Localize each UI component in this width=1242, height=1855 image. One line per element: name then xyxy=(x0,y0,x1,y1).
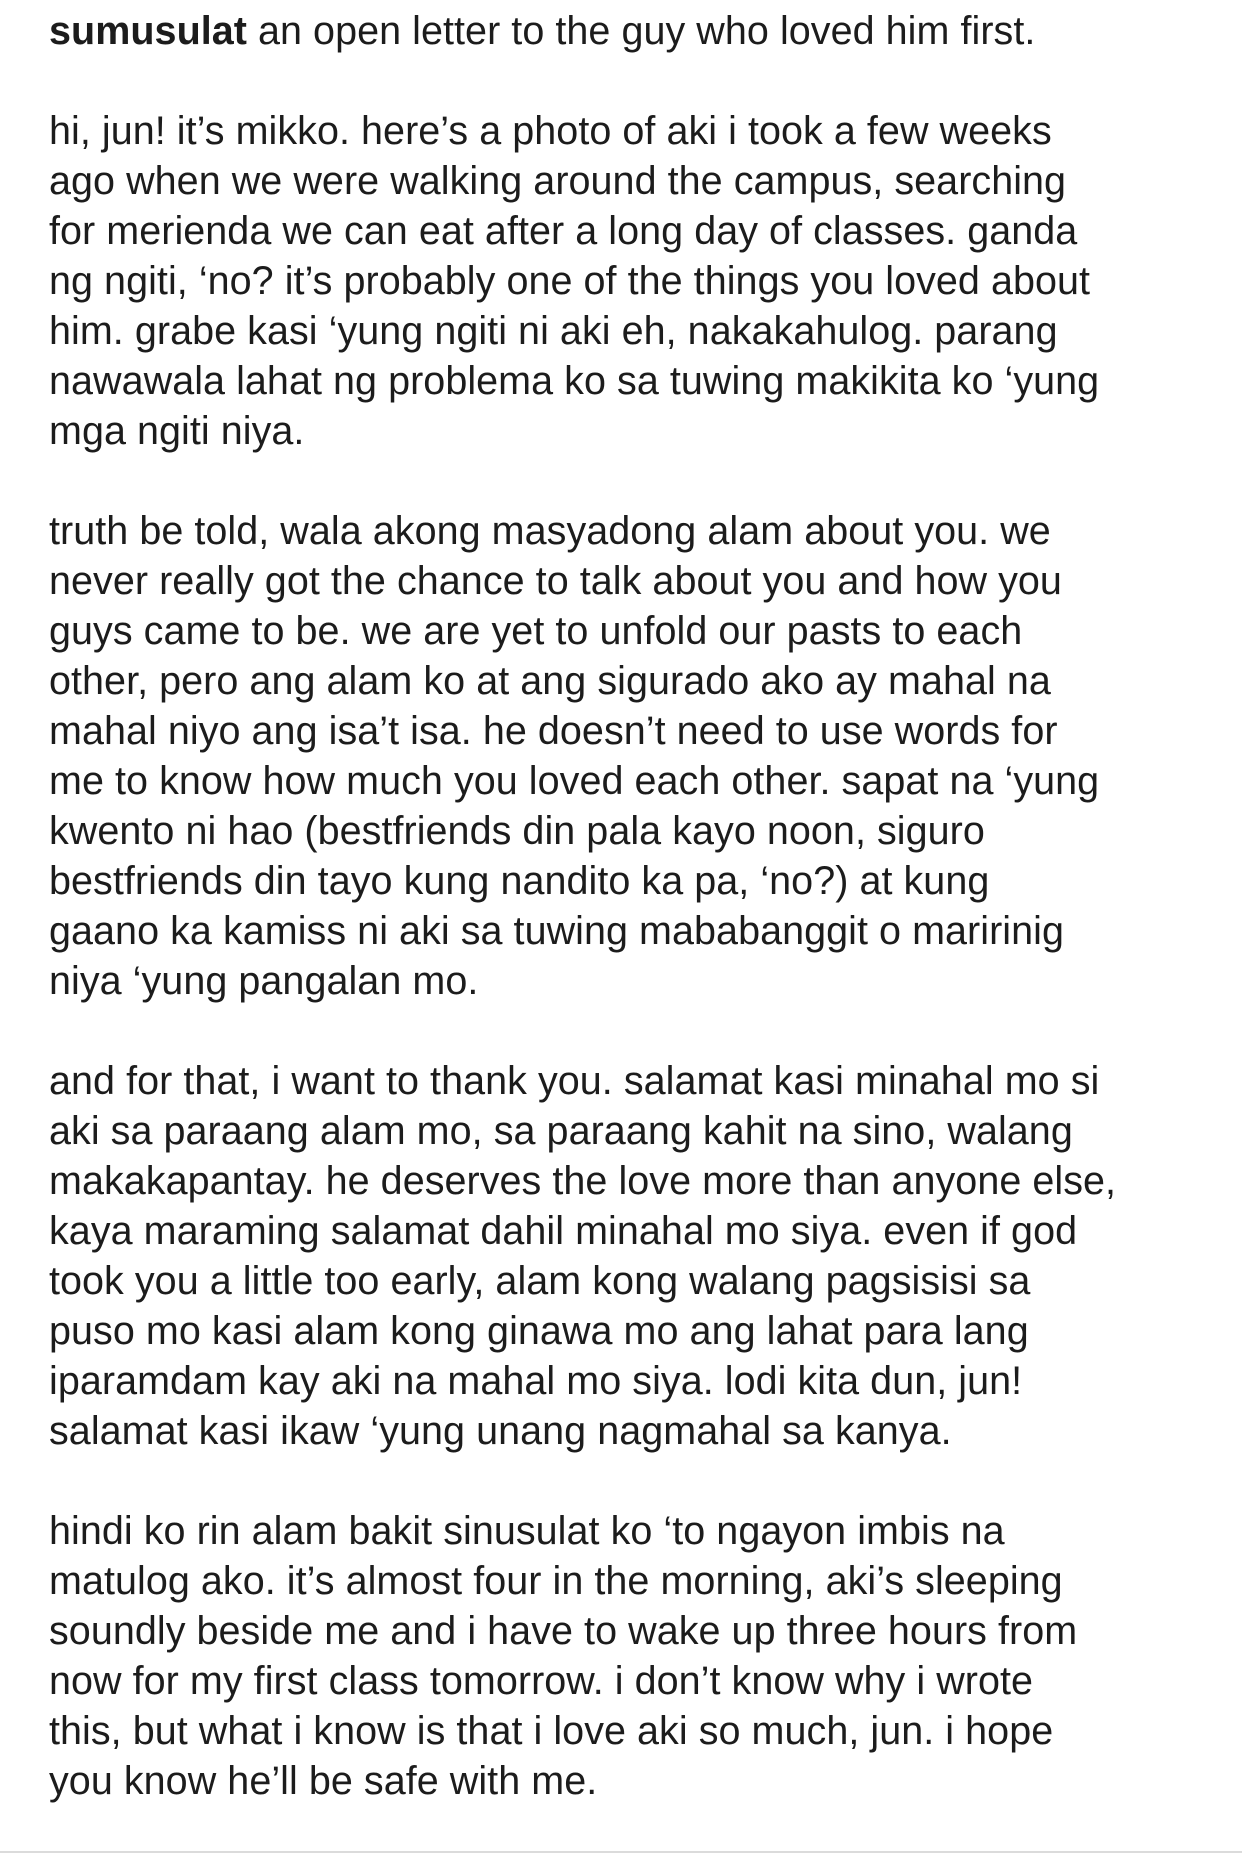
caption-line: hi, jun! it’s mikko. here’s a photo of aki i took a few weeks xyxy=(49,109,1052,153)
caption-line: guys came to be. we are yet to unfold our pasts to each xyxy=(49,609,1023,653)
caption-line: truth be told, wala akong masyadong alam about you. we xyxy=(49,509,1051,553)
caption-line: mahal niyo ang isa’t isa. he doesn’t need to use words for xyxy=(49,709,1058,753)
caption-line: never really got the chance to talk about you and how you xyxy=(49,559,1062,603)
caption-line: other, pero ang alam ko at ang sigurado ako ay mahal na xyxy=(49,659,1051,703)
caption-line: hindi ko rin alam bakit sinusulat ko ‘to ngayon imbis na xyxy=(49,1509,1005,1553)
caption-line: now for my first class tomorrow. i don’t know why i wrote xyxy=(49,1659,1034,1703)
caption-line: puso mo kasi alam kong ginawa mo ang lahat para lang xyxy=(49,1309,1029,1353)
caption-header-line xyxy=(49,6,1229,56)
caption-line: kaya maraming salamat dahil minahal mo siya. even if god xyxy=(49,1209,1078,1253)
caption-line: salamat kasi ikaw ‘yung unang nagmahal sa kanya. xyxy=(49,1409,952,1453)
bottom-divider xyxy=(0,1851,1242,1853)
caption-line: bestfriends din tayo kung nandito ka pa, ‘no?) at kung xyxy=(49,859,990,903)
caption-line: ago when we were walking around the campus, searching xyxy=(49,159,1067,203)
caption-line: kwento ni hao (bestfriends din pala kayo noon, siguro xyxy=(49,809,985,853)
paragraph-gap xyxy=(49,56,1229,106)
caption-line: matulog ako. it’s almost four in the morning, aki’s sleeping xyxy=(49,1559,1063,1603)
post-caption xyxy=(49,6,1229,1806)
caption-paragraph-3 xyxy=(49,1056,1229,1456)
caption-line: iparamdam kay aki na mahal mo siya. lodi kita dun, jun! xyxy=(49,1359,1023,1403)
paragraph-gap xyxy=(49,1456,1229,1506)
caption-paragraph-2 xyxy=(49,506,1229,1006)
caption-line: this, but what i know is that i love aki so much, jun. i hope xyxy=(49,1709,1054,1753)
caption-line: me to know how much you loved each other. sapat na ‘yung xyxy=(49,759,1100,803)
paragraph-gap xyxy=(49,456,1229,506)
paragraph-gap xyxy=(49,1006,1229,1056)
caption-line: for merienda we can eat after a long day of classes. ganda xyxy=(49,209,1078,253)
caption-paragraph-4 xyxy=(49,1506,1229,1806)
caption-line: gaano ka kamiss ni aki sa tuwing mababanggit o maririnig xyxy=(49,909,1064,953)
caption-paragraph-1 xyxy=(49,106,1229,456)
caption-line: aki sa paraang alam mo, sa paraang kahit na sino, walang xyxy=(49,1109,1073,1153)
caption-title: an open letter to the guy who loved him first. xyxy=(258,9,1036,53)
caption-line: him. grabe kasi ‘yung ngiti ni aki eh, nakakahulog. parang xyxy=(49,309,1058,353)
caption-line: mga ngiti niya. xyxy=(49,409,305,453)
caption-line: nawawala lahat ng problema ko sa tuwing makikita ko ‘yung xyxy=(49,359,1100,403)
caption-line: and for that, i want to thank you. salamat kasi minahal mo si xyxy=(49,1059,1100,1103)
username-link[interactable]: sumusulat xyxy=(49,9,247,53)
caption-line: took you a little too early, alam kong walang pagsisisi sa xyxy=(49,1259,1031,1303)
caption-line: soundly beside me and i have to wake up three hours from xyxy=(49,1609,1078,1653)
caption-line: makakapantay. he deserves the love more than anyone else, xyxy=(49,1159,1117,1203)
caption-line: ng ngiti, ‘no? it’s probably one of the things you loved about xyxy=(49,259,1091,303)
caption-line: you know he’ll be safe with me. xyxy=(49,1759,598,1803)
caption-line: niya ‘yung pangalan mo. xyxy=(49,959,479,1003)
